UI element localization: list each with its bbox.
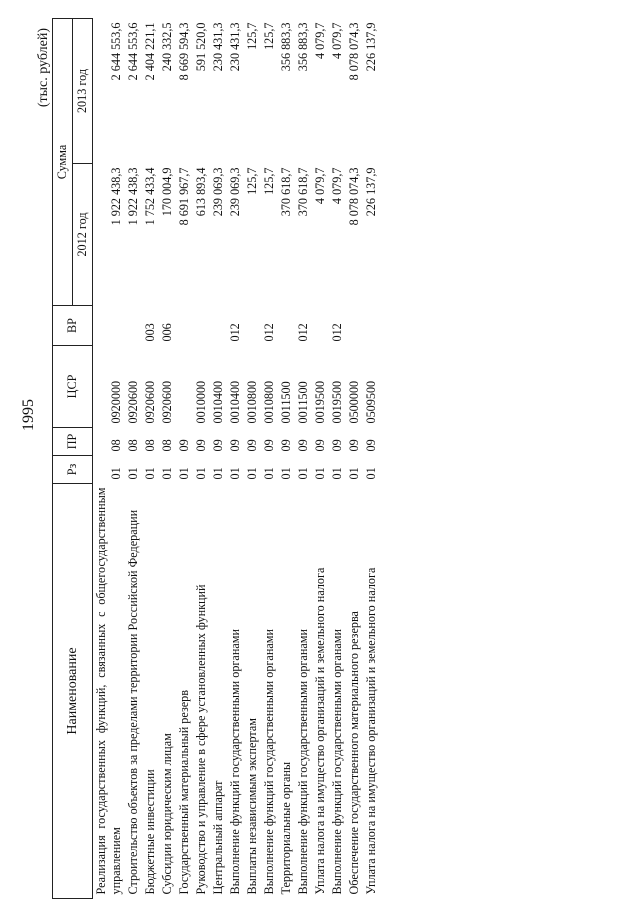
- budget-table: [52, 18, 380, 899]
- cell-pr: 09: [330, 439, 344, 452]
- cell-name: Выполнение функций государственными органами: [262, 628, 276, 895]
- table-row: [363, 18, 380, 898]
- cell-vr: [93, 306, 126, 346]
- cell-name: Уплата налога на имущество организаций и земельного налога: [364, 567, 378, 895]
- cell-pr: 09: [245, 439, 259, 452]
- table-row: [93, 18, 126, 898]
- cell-pr: 09: [211, 439, 225, 452]
- header-csr: ЦСР: [53, 346, 93, 428]
- cell-rz: 01: [296, 467, 310, 480]
- header-sum: Сумма: [53, 18, 73, 305]
- cell-pr: 08: [143, 439, 157, 452]
- cell-rz: 01: [347, 467, 361, 480]
- cell-pr: 09: [313, 439, 327, 452]
- cell-v2013: 230 431,3: [228, 22, 242, 72]
- cell-csr: 0920600: [126, 380, 140, 424]
- table-row: [346, 18, 363, 898]
- cell-v2012: 125,7: [262, 167, 276, 195]
- cell-rz: 01: [109, 467, 123, 480]
- cell-v2013: 4 079,7: [330, 22, 344, 60]
- cell-name: Центральный аппарат: [211, 780, 225, 895]
- table-row: [193, 18, 210, 898]
- cell-csr: 0011500: [296, 381, 310, 424]
- table-row: [261, 18, 278, 898]
- cell-v2013: 591 520,0: [194, 22, 208, 72]
- cell-pr: 09: [194, 439, 208, 452]
- cell-rz: 01: [313, 467, 327, 480]
- table-row: [227, 18, 244, 898]
- table-row: [278, 18, 295, 898]
- cell-rz: 01: [364, 467, 378, 480]
- cell-pr: 09: [279, 439, 293, 452]
- cell-v2013: 125,7: [245, 22, 259, 50]
- cell-v2012: 4 079,7: [313, 167, 327, 205]
- table-row: [244, 18, 261, 898]
- cell-csr: 0920600: [160, 380, 174, 424]
- cell-name: Бюджетные инвестиции: [143, 769, 157, 895]
- cell-v2012: 613 893,4: [194, 167, 208, 217]
- cell-name: Выполнение функций государственными органами: [228, 628, 242, 895]
- cell-vr: 012: [228, 323, 242, 342]
- cell-v2013: 226 137,9: [364, 22, 378, 72]
- cell-pr: 08: [160, 439, 174, 452]
- cell-csr: [176, 346, 193, 428]
- cell-csr: 0010400: [228, 380, 242, 424]
- cell-rz: 01: [279, 467, 293, 480]
- cell-csr: 0019500: [313, 380, 327, 424]
- cell-rz: 01: [228, 467, 242, 480]
- header-vr: ВР: [53, 306, 93, 346]
- cell-vr: [125, 306, 142, 346]
- cell-v2012: 1 922 438,3: [109, 167, 123, 226]
- cell-name: Уплата налога на имущество организаций и земельного налога: [313, 567, 327, 895]
- header-pr: ПР: [53, 428, 93, 456]
- cell-v2012: 370 618,7: [279, 167, 293, 217]
- header-2012: 2012 год: [73, 164, 93, 306]
- cell-v2012: 1 922 438,3: [126, 167, 140, 226]
- cell-v2013: 4 079,7: [313, 22, 327, 60]
- cell-name: Субсидии юридическим лицам: [160, 733, 174, 895]
- cell-pr: 09: [262, 439, 276, 452]
- cell-vr: 003: [143, 323, 157, 342]
- cell-v2013: 125,7: [262, 22, 276, 50]
- cell-vr: [278, 306, 295, 346]
- cell-rz: 01: [262, 467, 276, 480]
- cell-v2012: 239 069,3: [211, 167, 225, 217]
- cell-vr: [176, 306, 193, 346]
- cell-v2013: 356 883,3: [279, 22, 293, 72]
- cell-name: Обеспечение государственного материального резерва: [347, 611, 361, 895]
- cell-csr: 0010800: [245, 380, 259, 424]
- cell-rz: 01: [177, 467, 191, 480]
- cell-csr: 0019500: [330, 380, 344, 424]
- cell-v2013: 240 332,5: [160, 22, 174, 72]
- cell-vr: [210, 306, 227, 346]
- table-row: [159, 18, 176, 898]
- cell-csr: 0920600: [143, 380, 157, 424]
- cell-vr: [312, 306, 329, 346]
- cell-csr: 0509500: [364, 380, 378, 424]
- cell-csr: 0920000: [109, 380, 123, 424]
- cell-v2012: 125,7: [245, 167, 259, 195]
- cell-v2013: 2 644 553,6: [109, 22, 123, 81]
- header-rz: Рз: [53, 456, 93, 484]
- header-name: Наименование: [53, 484, 93, 899]
- cell-rz: 01: [143, 467, 157, 480]
- cell-vr: [193, 306, 210, 346]
- cell-vr: [346, 306, 363, 346]
- cell-vr: 012: [330, 323, 344, 342]
- table-row: [210, 18, 227, 898]
- cell-v2012: 226 137,9: [364, 167, 378, 217]
- cell-csr: 0010000: [194, 380, 208, 424]
- cell-v2013: 8 669 594,3: [177, 22, 191, 81]
- cell-v2012: 370 618,7: [296, 167, 310, 217]
- cell-pr: 09: [296, 439, 310, 452]
- cell-rz: 01: [126, 467, 140, 480]
- cell-name: Строительство объектов за пределами территории Российской Федерации: [126, 509, 140, 895]
- cell-rz: 01: [211, 467, 225, 480]
- table-row: [176, 18, 193, 898]
- table-row: [329, 18, 346, 898]
- cell-v2012: 4 079,7: [330, 167, 344, 205]
- table-row: [125, 18, 142, 898]
- table-row: [142, 18, 159, 898]
- cell-v2013: 8 078 074,3: [347, 22, 361, 81]
- cell-pr: 09: [347, 439, 361, 452]
- cell-name: Выполнение функций государственными органами: [330, 628, 344, 895]
- cell-pr: 08: [109, 439, 123, 452]
- cell-vr: [244, 306, 261, 346]
- cell-pr: 09: [228, 439, 242, 452]
- cell-csr: 0011500: [279, 381, 293, 424]
- cell-v2012: 239 069,3: [228, 167, 242, 217]
- cell-csr: 0010400: [211, 380, 225, 424]
- cell-v2013: 2 644 553,6: [126, 22, 140, 81]
- cell-v2013: 356 883,3: [296, 22, 310, 72]
- cell-v2013: 230 431,3: [211, 22, 225, 72]
- cell-v2012: 170 004,9: [160, 167, 174, 217]
- table-row: [295, 18, 312, 898]
- cell-name: Выплаты независимым экспертам: [245, 718, 259, 895]
- table-body: [93, 18, 381, 898]
- cell-name: Руководство и управление в сфере установленных функций: [194, 584, 208, 895]
- cell-vr: [363, 306, 380, 346]
- page-number: 1995: [20, 399, 37, 431]
- cell-rz: 01: [245, 467, 259, 480]
- cell-vr: 006: [160, 323, 174, 342]
- cell-v2012: 8 691 967,7: [177, 167, 191, 226]
- cell-csr: 0500000: [347, 380, 361, 424]
- cell-vr: 012: [262, 323, 276, 342]
- cell-pr: 09: [177, 439, 191, 452]
- cell-csr: 0010800: [262, 380, 276, 424]
- header-row-1: [53, 18, 73, 898]
- cell-name: Реализация государственных функций, связанных с общегосударственным управлением: [94, 487, 123, 895]
- header-2013: 2013 год: [73, 18, 93, 163]
- cell-rz: 01: [194, 467, 208, 480]
- cell-v2013: 2 404 221,1: [143, 22, 157, 81]
- cell-v2012: 1 752 433,4: [143, 167, 157, 226]
- cell-vr: 012: [296, 323, 310, 342]
- cell-rz: 01: [330, 467, 344, 480]
- cell-name: Выполнение функций государственными органами: [296, 628, 310, 895]
- cell-name: Территориальные органы: [279, 761, 293, 895]
- cell-name: Государственный материальный резерв: [177, 689, 191, 895]
- units-label: (тыс. рублей): [36, 28, 51, 108]
- cell-v2012: 8 078 074,3: [347, 167, 361, 226]
- cell-rz: 01: [160, 467, 174, 480]
- cell-pr: 09: [364, 439, 378, 452]
- table-row: [312, 18, 329, 898]
- cell-pr: 08: [126, 439, 140, 452]
